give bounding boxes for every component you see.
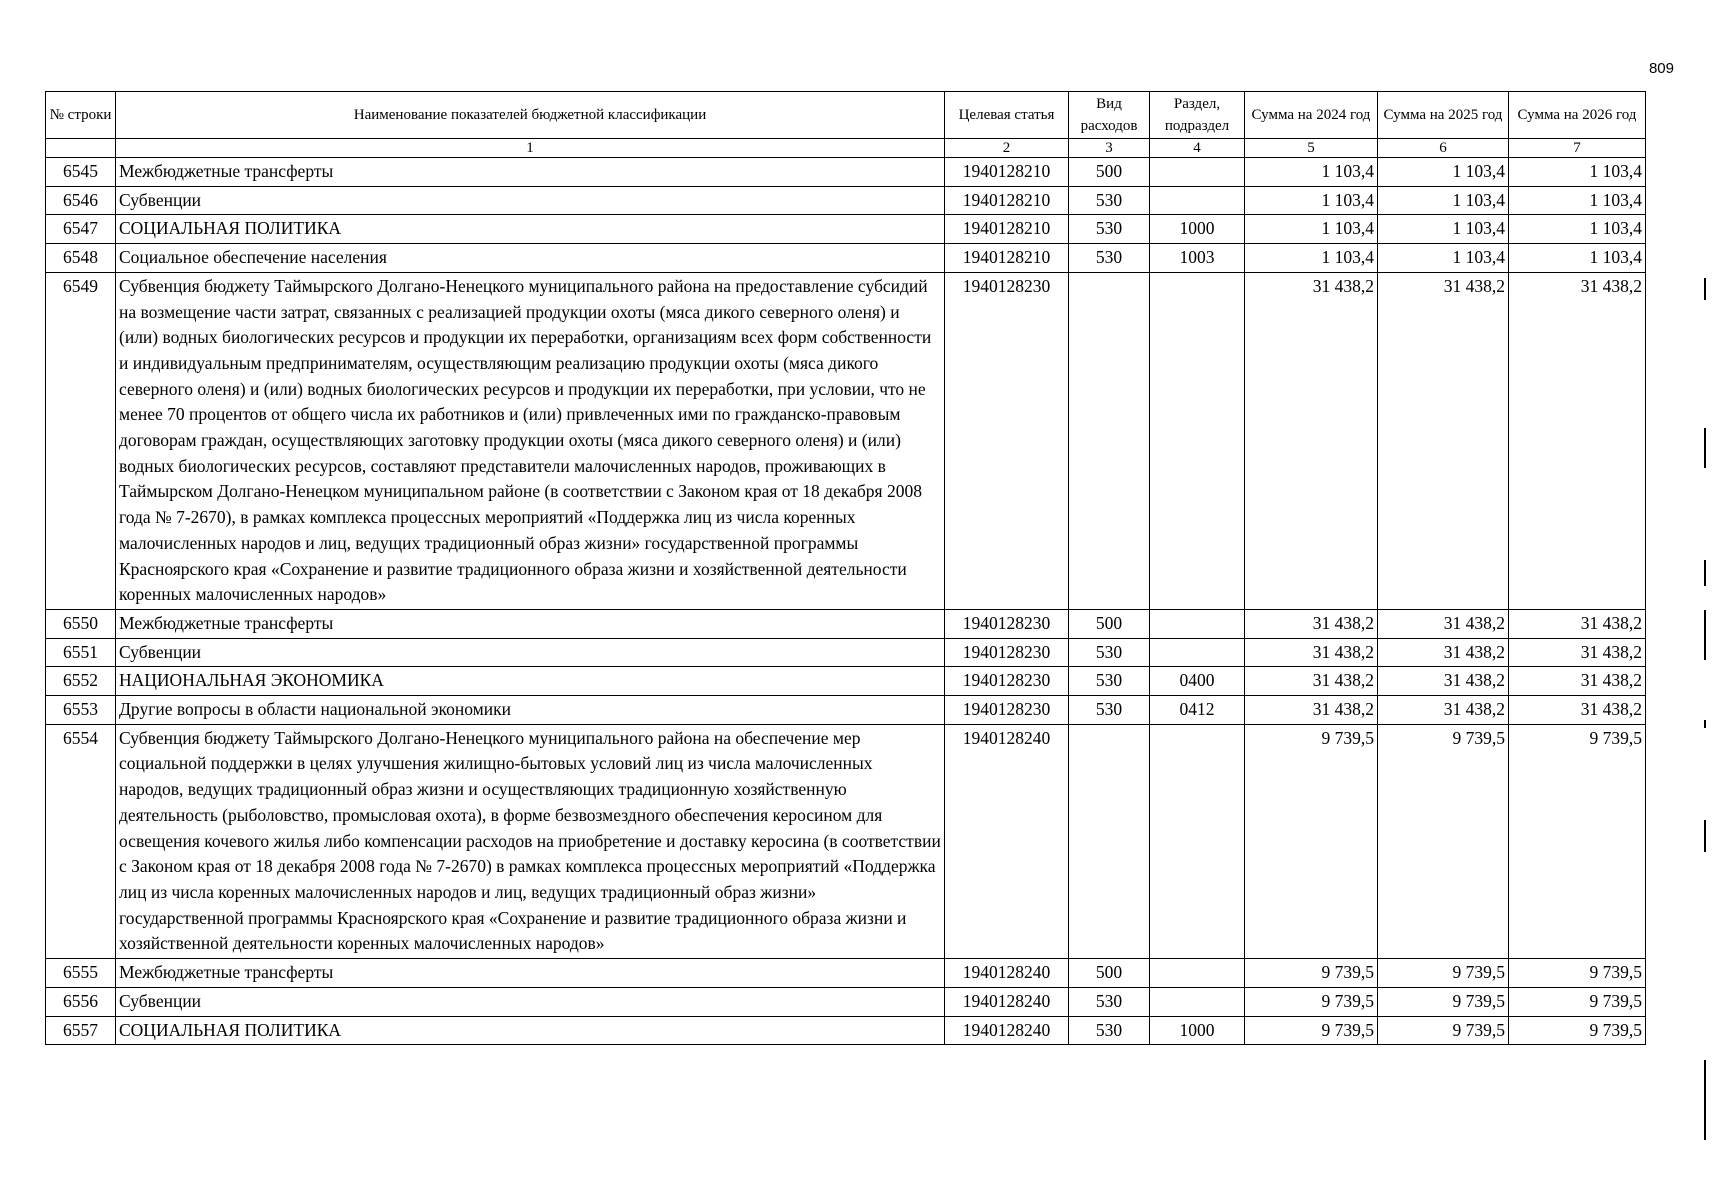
row-section: 1000 (1150, 215, 1245, 244)
row-expense-type: 530 (1069, 244, 1150, 273)
column-number: 4 (1150, 139, 1245, 158)
row-sum-2026: 9 739,5 (1509, 724, 1646, 958)
table-row (46, 724, 1646, 958)
row-target-article: 1940128210 (945, 186, 1069, 215)
scan-edge-mark (1704, 820, 1706, 852)
scan-edge-mark (1704, 720, 1706, 728)
table-row (46, 609, 1646, 638)
row-number: 6554 (46, 724, 116, 958)
row-name: Субвенция бюджету Таймырского Долгано-Ненецкого муниципального района на обеспечение мер социальной поддержки в целях улучшения жилищно-бытовых условий лиц из числа малочисленных народов, ведущих традиционный образ жизни и осуществляющих традиционную хозяйственную деятельность (рыболовство, промысловая охота), в форме безвозмездного обеспечения керосином для освещения кочевого жилья либо компенсации расходов на приобретение и доставку керосина (в соответствии с Законом края от 18 декабря 2008 года № 7-2670) в рамках комплекса процессных мероприятий «Поддержка лиц из числа коренных малочисленных народов и лиц, ведущих традиционный образ жизни» государственной программы Красноярского края «Сохранение и развитие традиционного образа жизни и хозяйственной деятельности коренных малочисленных народов» (116, 724, 945, 958)
row-number: 6550 (46, 609, 116, 638)
row-section: 1000 (1150, 1016, 1245, 1045)
row-target-article: 1940128210 (945, 215, 1069, 244)
row-target-article: 1940128240 (945, 1016, 1069, 1045)
table-row (46, 186, 1646, 215)
header-section: Раздел, подраздел (1150, 92, 1245, 139)
row-section (1150, 959, 1245, 988)
row-target-article: 1940128210 (945, 158, 1069, 187)
row-sum-2025: 9 739,5 (1378, 724, 1509, 958)
row-expense-type: 500 (1069, 158, 1150, 187)
row-target-article: 1940128240 (945, 987, 1069, 1016)
budget-table (45, 91, 1646, 1045)
header-row (46, 92, 1646, 139)
table-row (46, 158, 1646, 187)
row-sum-2025: 1 103,4 (1378, 186, 1509, 215)
row-target-article: 1940128240 (945, 724, 1069, 958)
row-sum-2025: 1 103,4 (1378, 215, 1509, 244)
row-sum-2025: 1 103,4 (1378, 244, 1509, 273)
row-expense-type: 500 (1069, 609, 1150, 638)
column-number: 7 (1509, 139, 1646, 158)
row-target-article: 1940128240 (945, 959, 1069, 988)
column-number (46, 139, 116, 158)
row-sum-2024: 9 739,5 (1245, 959, 1378, 988)
row-sum-2026: 31 438,2 (1509, 667, 1646, 696)
row-expense-type: 530 (1069, 215, 1150, 244)
row-sum-2025: 9 739,5 (1378, 959, 1509, 988)
row-sum-2026: 1 103,4 (1509, 158, 1646, 187)
row-section (1150, 638, 1245, 667)
header-expense-type: Вид расходов (1069, 92, 1150, 139)
row-sum-2024: 1 103,4 (1245, 215, 1378, 244)
row-expense-type: 530 (1069, 667, 1150, 696)
row-name: Межбюджетные трансферты (116, 959, 945, 988)
row-sum-2025: 31 438,2 (1378, 638, 1509, 667)
header-sum-2025: Сумма на 2025 год (1378, 92, 1509, 139)
row-number: 6547 (46, 215, 116, 244)
header-name: Наименование показателей бюджетной классификации (116, 92, 945, 139)
table-row (46, 1016, 1646, 1045)
row-target-article: 1940128230 (945, 696, 1069, 725)
row-name: СОЦИАЛЬНАЯ ПОЛИТИКА (116, 1016, 945, 1045)
row-sum-2024: 31 438,2 (1245, 272, 1378, 609)
row-sum-2024: 1 103,4 (1245, 186, 1378, 215)
table-row (46, 667, 1646, 696)
row-section (1150, 158, 1245, 187)
row-name: Субвенции (116, 638, 945, 667)
row-sum-2026: 31 438,2 (1509, 638, 1646, 667)
row-expense-type: 530 (1069, 1016, 1150, 1045)
table-row (46, 638, 1646, 667)
row-sum-2026: 9 739,5 (1509, 959, 1646, 988)
row-sum-2025: 9 739,5 (1378, 1016, 1509, 1045)
row-target-article: 1940128210 (945, 244, 1069, 273)
row-target-article: 1940128230 (945, 272, 1069, 609)
scan-edge-mark (1704, 428, 1706, 468)
row-number: 6553 (46, 696, 116, 725)
row-number: 6552 (46, 667, 116, 696)
row-target-article: 1940128230 (945, 667, 1069, 696)
row-name: НАЦИОНАЛЬНАЯ ЭКОНОМИКА (116, 667, 945, 696)
row-section (1150, 724, 1245, 958)
row-number: 6556 (46, 987, 116, 1016)
row-section (1150, 272, 1245, 609)
row-section (1150, 186, 1245, 215)
row-target-article: 1940128230 (945, 609, 1069, 638)
header-target: Целевая статья (945, 92, 1069, 139)
scan-edge-mark (1704, 610, 1706, 660)
row-expense-type (1069, 724, 1150, 958)
column-number: 2 (945, 139, 1069, 158)
row-sum-2025: 31 438,2 (1378, 696, 1509, 725)
row-sum-2026: 9 739,5 (1509, 987, 1646, 1016)
row-number: 6548 (46, 244, 116, 273)
column-number: 5 (1245, 139, 1378, 158)
row-number: 6557 (46, 1016, 116, 1045)
column-number: 6 (1378, 139, 1509, 158)
table-row (46, 959, 1646, 988)
row-sum-2026: 31 438,2 (1509, 609, 1646, 638)
row-name: Субвенция бюджету Таймырского Долгано-Ненецкого муниципального района на предоставление субсидий на возмещение части затрат, связанных с реализацией продукции охоты (мяса дикого северного оленя) и (или) водных биологических ресурсов и продукции их переработки, организациям всех форм собственности и индивидуальным предпринимателям, осуществляющим реализацию продукции охоты (мяса дикого северного оленя) и (или) водных биологических ресурсов и продукции их переработки, при условии, что не менее 70 процентов от общего числа их работников и (или) привлеченных ими по гражданско-правовым договорам граждан, осуществляющих заготовку продукции охоты (мяса дикого северного оленя) и (или) водных биологических ресурсов, составляют представители малочисленных народов, проживающих в Таймырском Долгано-Ненецком муниципальном районе (в соответствии с Законом края от 18 декабря 2008 года № 7-2670), в рамках комплекса процессных мероприятий «Поддержка лиц из числа коренных малочисленных народов и лиц, ведущих традиционный образ жизни» государственной программы Красноярского края «Сохранение и развитие традиционного образа жизни и хозяйственной деятельности коренных малочисленных народов» (116, 272, 945, 609)
header-sum-2024: Сумма на 2024 год (1245, 92, 1378, 139)
row-sum-2026: 9 739,5 (1509, 1016, 1646, 1045)
row-sum-2025: 31 438,2 (1378, 609, 1509, 638)
header-row-no: № строки (46, 92, 116, 139)
row-number: 6551 (46, 638, 116, 667)
row-expense-type: 530 (1069, 696, 1150, 725)
scan-edge-mark (1704, 1060, 1706, 1140)
row-sum-2025: 31 438,2 (1378, 667, 1509, 696)
row-section: 0412 (1150, 696, 1245, 725)
row-name: Субвенции (116, 186, 945, 215)
column-number-row (46, 139, 1646, 158)
row-section: 0400 (1150, 667, 1245, 696)
row-sum-2026: 1 103,4 (1509, 244, 1646, 273)
row-expense-type: 530 (1069, 186, 1150, 215)
table-row (46, 272, 1646, 609)
scan-edge-mark (1704, 278, 1706, 300)
row-name: Межбюджетные трансферты (116, 158, 945, 187)
row-name: Межбюджетные трансферты (116, 609, 945, 638)
row-number: 6546 (46, 186, 116, 215)
row-sum-2025: 31 438,2 (1378, 272, 1509, 609)
row-expense-type (1069, 272, 1150, 609)
row-sum-2024: 31 438,2 (1245, 696, 1378, 725)
row-section: 1003 (1150, 244, 1245, 273)
row-sum-2026: 1 103,4 (1509, 215, 1646, 244)
row-sum-2024: 31 438,2 (1245, 638, 1378, 667)
row-sum-2024: 1 103,4 (1245, 244, 1378, 273)
row-section (1150, 987, 1245, 1016)
header-sum-2026: Сумма на 2026 год (1509, 92, 1646, 139)
row-expense-type: 530 (1069, 638, 1150, 667)
row-number: 6545 (46, 158, 116, 187)
table-row (46, 987, 1646, 1016)
row-sum-2024: 31 438,2 (1245, 667, 1378, 696)
page-number: 809 (1648, 60, 1674, 77)
row-number: 6549 (46, 272, 116, 609)
row-sum-2024: 9 739,5 (1245, 987, 1378, 1016)
row-sum-2026: 31 438,2 (1509, 272, 1646, 609)
row-number: 6555 (46, 959, 116, 988)
row-sum-2026: 31 438,2 (1509, 696, 1646, 725)
row-sum-2024: 9 739,5 (1245, 1016, 1378, 1045)
table-row (46, 215, 1646, 244)
row-sum-2026: 1 103,4 (1509, 186, 1646, 215)
column-number: 1 (116, 139, 945, 158)
row-target-article: 1940128230 (945, 638, 1069, 667)
row-sum-2024: 31 438,2 (1245, 609, 1378, 638)
row-name: Другие вопросы в области национальной экономики (116, 696, 945, 725)
row-name: Субвенции (116, 987, 945, 1016)
scan-edge-mark (1704, 560, 1706, 586)
column-number: 3 (1069, 139, 1150, 158)
table-body (46, 92, 1646, 1045)
row-name: СОЦИАЛЬНАЯ ПОЛИТИКА (116, 215, 945, 244)
table-row (46, 696, 1646, 725)
row-expense-type: 530 (1069, 987, 1150, 1016)
row-sum-2025: 9 739,5 (1378, 987, 1509, 1016)
table-row (46, 244, 1646, 273)
row-sum-2024: 9 739,5 (1245, 724, 1378, 958)
row-sum-2025: 1 103,4 (1378, 158, 1509, 187)
row-name: Социальное обеспечение населения (116, 244, 945, 273)
row-sum-2024: 1 103,4 (1245, 158, 1378, 187)
row-expense-type: 500 (1069, 959, 1150, 988)
row-section (1150, 609, 1245, 638)
